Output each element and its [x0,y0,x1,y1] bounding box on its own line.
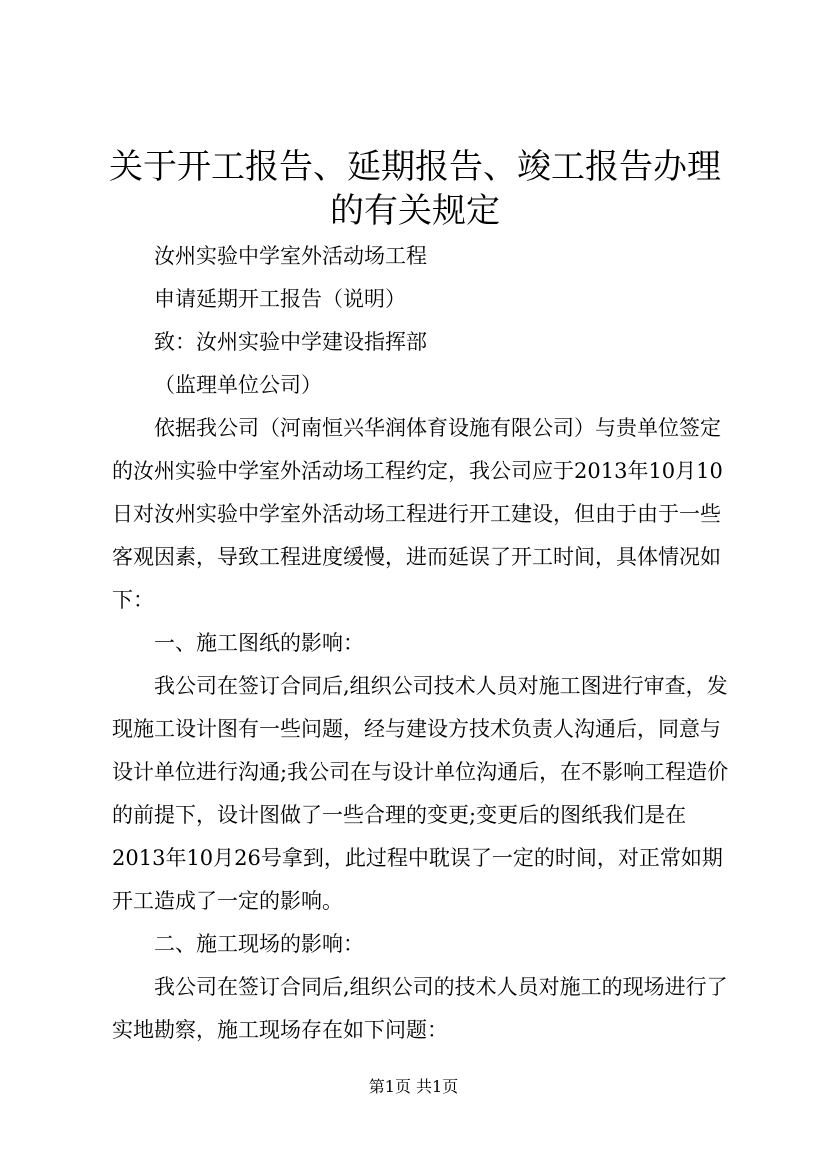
site-paragraph: 我公司在签订合同后,组织公司的技术人员对施工的现场进行了实地勘察，施工现场存在如下问题： [112,975,728,1042]
project-name-line: 汝州实验中学室外活动场工程 [154,244,427,268]
document-body [112,235,732,1052]
page-number-footer: 第1页 共1页 [368,1077,459,1096]
drawings-paragraph: 我公司在签订合同后,组织公司技术人员对施工图进行审查，发现施工设计图有一些问题，经与建设方技术负责人沟通后，同意与设计单位进行沟通;我公司在与设计单位沟通后，在不影响工程造价的前提下，设计图做了一些合理的变更;变更后的图纸我们是在2013年10月26号拿到，此过程中耽误了一定的时间，对正常如期开工造成了一定的影响。 [112,674,729,913]
section-heading-site: 二、施工现场的影响： [154,932,364,956]
report-title-line: 申请延期开工报告（说明） [154,287,406,311]
supervisor-line: （监理单位公司） [154,373,322,397]
intro-paragraph: 依据我公司（河南恒兴华润体育设施有限公司）与贵单位签定的汝州实验中学室外活动场工程约定，我公司应于2013年10月10日对汝州实验中学室外活动场工程进行开工建设，但由于由于一些客观因素，导致工程进度缓慢，进而延误了开工时间，具体情况如下： [112,416,723,612]
section-heading-drawings: 一、施工图纸的影响： [154,631,364,655]
document-title: 关于开工报告、延期报告、竣工报告办理的有关规定 [109,147,721,231]
recipient-line: 致：汝州实验中学建设指挥部 [154,330,427,354]
